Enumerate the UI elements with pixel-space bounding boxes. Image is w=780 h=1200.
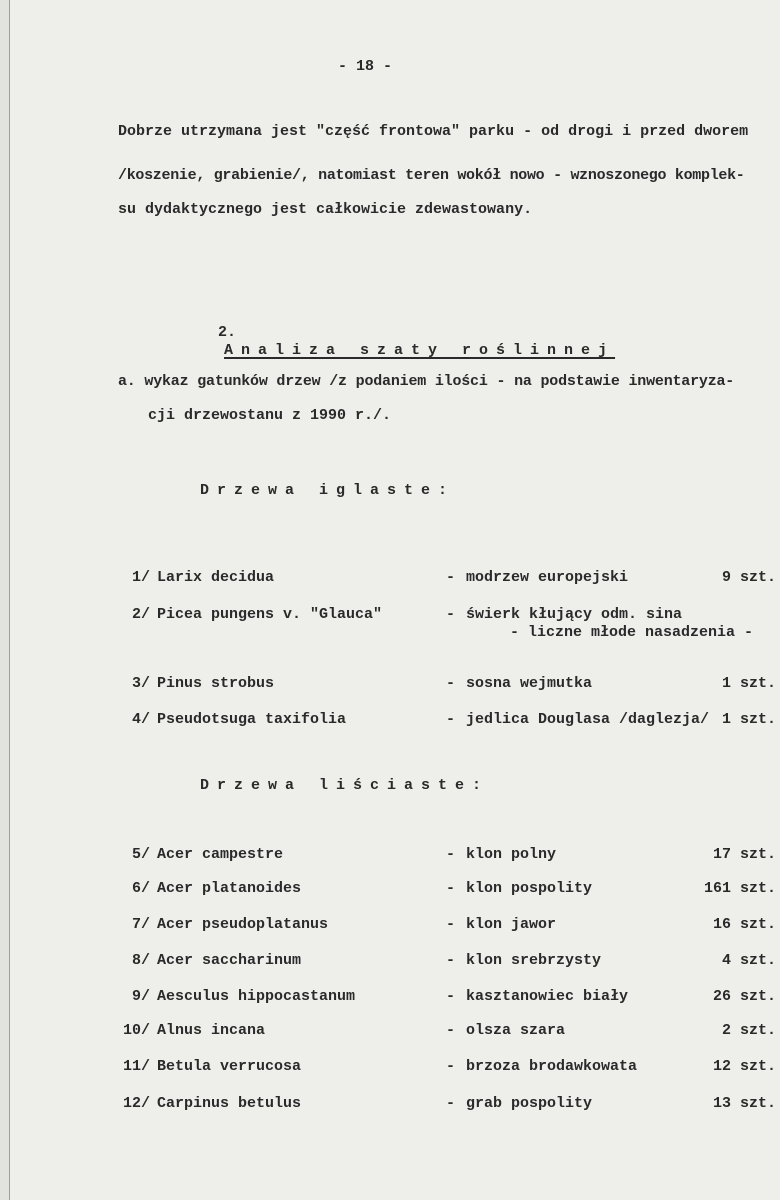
tree-count: 26 szt. (712, 988, 776, 1005)
common-name: świerk kłujący odm. sina (466, 606, 683, 623)
tree-number: 8/ (131, 952, 150, 969)
dash: - (446, 916, 456, 933)
latin-name: Acer saccharinum (157, 952, 302, 969)
tree-number: 10/ (122, 1022, 150, 1039)
latin-name: Picea pungens v. "Glauca" (157, 606, 383, 623)
latin-name: Acer pseudoplatanus (157, 916, 329, 933)
tree-number: 12/ (122, 1095, 150, 1112)
tree-number: 4/ (131, 711, 150, 728)
tree-number: 5/ (131, 846, 150, 863)
common-name: jedlica Douglasa /daglezja/ (466, 711, 710, 728)
tree-count: 1 szt. (721, 711, 776, 728)
tree-row (0, 588, 780, 623)
page-number: - 18 - (338, 58, 393, 75)
dash: - (446, 988, 456, 1005)
subsection-line: cji drzewostanu z 1990 r./. (148, 407, 392, 424)
tree-count: 4 szt. (721, 952, 776, 969)
common-name: klon srebrzysty (466, 952, 602, 969)
tree-row (0, 880, 780, 898)
common-name: klon polny (466, 846, 557, 863)
tree-row (0, 1022, 780, 1040)
paragraph-line: Dobrze utrzymana jest "część frontowa" parku - od drogi i przed dworem (118, 123, 749, 140)
tree-count: 9 szt. (721, 569, 776, 586)
common-name: olsza szara (466, 1022, 566, 1039)
tree-row (0, 551, 780, 586)
tree-row (0, 988, 780, 1006)
tree-number: 3/ (131, 675, 150, 692)
dash: - (446, 1022, 456, 1039)
tree-row (0, 1058, 780, 1076)
dash: - (446, 880, 456, 897)
tree-count: 1 szt. (721, 675, 776, 692)
latin-name: Acer platanoides (157, 880, 302, 897)
section-heading (200, 306, 615, 360)
dash: - (446, 606, 456, 623)
section-number: 2. (218, 324, 237, 341)
conifers-heading: Drzewa iglaste: (200, 482, 456, 499)
tree-count: 16 szt. (712, 916, 776, 933)
subsection-line: a. wykaz gatunków drzew /z podaniem ilości - na podstawie inwentaryza- (118, 373, 735, 390)
latin-name: Carpinus betulus (157, 1095, 302, 1112)
common-name: brzoza brodawkowata (466, 1058, 638, 1075)
tree-number: 6/ (131, 880, 150, 897)
conifer-note: - liczne młode nasadzenia - (510, 624, 754, 641)
common-name: grab pospolity (466, 1095, 593, 1112)
dash: - (446, 952, 456, 969)
common-name: klon pospolity (466, 880, 593, 897)
deciduous-heading: Drzewa liściaste: (200, 777, 490, 794)
tree-number: 11/ (122, 1058, 150, 1075)
latin-name: Alnus incana (157, 1022, 266, 1039)
paragraph-line: su dydaktycznego jest całkowicie zdewastowany. (118, 201, 533, 218)
tree-row (0, 846, 780, 864)
common-name: kasztanowiec biały (466, 988, 629, 1005)
tree-count: 161 szt. (703, 880, 776, 897)
tree-number: 9/ (131, 988, 150, 1005)
paragraph-line: /koszenie, grabienie/, natomiast teren wokół nowo - wznoszonego komplek- (118, 167, 745, 184)
latin-name: Pinus strobus (157, 675, 275, 692)
section-title: Analiza szaty roślinnej (224, 342, 616, 359)
dash: - (446, 1095, 456, 1112)
tree-count: 17 szt. (712, 846, 776, 863)
dash: - (446, 846, 456, 863)
latin-name: Betula verrucosa (157, 1058, 302, 1075)
dash: - (446, 711, 456, 728)
tree-row (0, 1095, 780, 1113)
tree-count: 2 szt. (721, 1022, 776, 1039)
tree-row (0, 657, 780, 692)
tree-number: 1/ (131, 569, 150, 586)
dash: - (446, 569, 456, 586)
common-name: modrzew europejski (466, 569, 629, 586)
dash: - (446, 675, 456, 692)
tree-row (0, 916, 780, 934)
dash: - (446, 1058, 456, 1075)
tree-count: 13 szt. (712, 1095, 776, 1112)
tree-number: 2/ (131, 606, 150, 623)
latin-name: Aesculus hippocastanum (157, 988, 356, 1005)
tree-number: 7/ (131, 916, 150, 933)
common-name: klon jawor (466, 916, 557, 933)
latin-name: Larix decidua (157, 569, 275, 586)
tree-count: 12 szt. (712, 1058, 776, 1075)
common-name: sosna wejmutka (466, 675, 593, 692)
latin-name: Pseudotsuga taxifolia (157, 711, 347, 728)
tree-row (0, 693, 780, 728)
tree-row (0, 952, 780, 970)
latin-name: Acer campestre (157, 846, 284, 863)
